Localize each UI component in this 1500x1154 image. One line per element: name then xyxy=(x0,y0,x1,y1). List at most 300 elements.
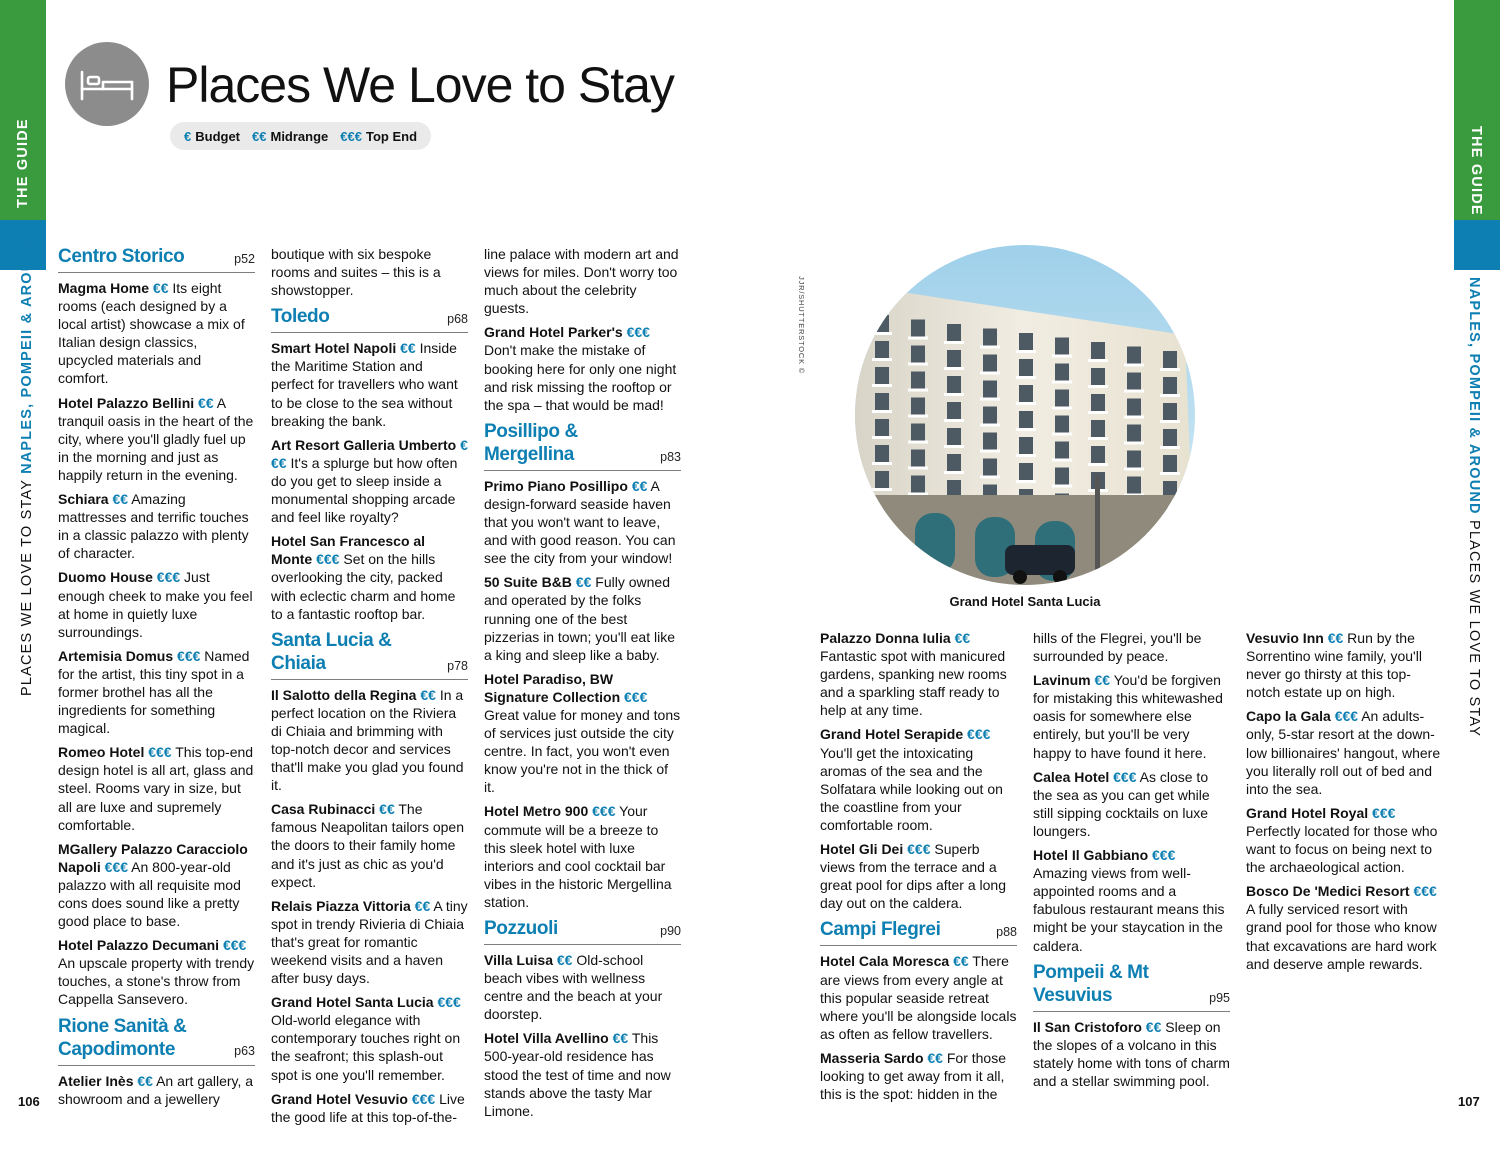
window xyxy=(1019,359,1033,376)
price-tier: €€€ xyxy=(626,324,650,341)
hotel-entry xyxy=(1033,1018,1230,1090)
price-tier: €€€ xyxy=(437,994,461,1011)
balcony xyxy=(1160,446,1180,449)
window xyxy=(1163,455,1177,472)
window xyxy=(911,424,925,441)
hotel-description: In a perfect location on the Riviera di Chiaia and brimming with top-notch decor and services that'll make you glad you found it. xyxy=(271,686,464,794)
hotel-entry xyxy=(484,802,681,911)
column xyxy=(820,629,1017,1109)
price-tier: €€€ xyxy=(1152,847,1176,864)
hotel-name: Relais Piazza Vittoria xyxy=(271,897,411,914)
window xyxy=(1163,351,1177,368)
window xyxy=(983,381,997,398)
price-tier: €€ xyxy=(414,897,431,914)
section-page-ref: p63 xyxy=(234,1044,255,1059)
column xyxy=(58,245,255,1114)
hotel-entry xyxy=(58,568,255,640)
window xyxy=(875,393,889,410)
balcony xyxy=(872,488,892,491)
hotel-description: hills of the Flegrei, you'll be surrounded by peace. xyxy=(1033,630,1202,665)
hotel-description: boutique with six bespoke rooms and suites – this is a showstopper. xyxy=(271,246,441,299)
hotel-facade-illustration xyxy=(855,245,1195,585)
hotel-entry xyxy=(484,573,681,663)
window xyxy=(911,476,925,493)
right-running-head-plain: PLACES WE LOVE TO STAY xyxy=(1466,514,1482,738)
hotel-entry xyxy=(58,840,255,930)
section-title: Santa Lucia & Chiaia xyxy=(271,629,392,674)
hotel-name: Smart Hotel Napoli xyxy=(271,340,397,357)
price-tier: €€ xyxy=(556,952,573,968)
price-tier: €€ xyxy=(631,477,648,494)
hotel-entry xyxy=(820,952,1017,1042)
balcony xyxy=(872,462,892,465)
column xyxy=(484,245,681,1126)
hotel-entry xyxy=(1033,671,1230,761)
section-page-ref: p68 xyxy=(447,312,468,327)
hotel-name: Lavinum xyxy=(1033,672,1091,689)
price-tier: €€ xyxy=(1327,630,1344,646)
window xyxy=(911,450,925,467)
hotel-entry xyxy=(820,725,1017,834)
price-tier: €€ xyxy=(112,491,129,508)
hotel-name: Grand Hotel Royal xyxy=(1246,804,1369,821)
balcony xyxy=(1016,480,1036,483)
hotel-entry xyxy=(58,936,255,1008)
hotel-name: Il Salotto della Regina xyxy=(271,686,417,703)
hotel-description: As close to the sea as you can get while still sipping cocktails on luxe loungers. xyxy=(1033,768,1210,839)
balcony xyxy=(1160,524,1180,527)
hotel-entry xyxy=(484,323,681,413)
hotel-description: Sleep on the slopes of a volcano in this stately home with tons of charm and a stellar swimming pool. xyxy=(1033,1018,1230,1089)
balcony xyxy=(1016,402,1036,405)
hotel-entry xyxy=(1033,846,1230,955)
window xyxy=(1019,411,1033,428)
page-number-left: 106 xyxy=(18,1094,40,1109)
right-running-head xyxy=(1466,277,1482,737)
balcony xyxy=(1088,359,1108,362)
price-tier: €€ xyxy=(400,340,416,357)
window xyxy=(1091,420,1105,437)
section-page-ref: p88 xyxy=(996,925,1017,940)
balcony xyxy=(908,389,928,392)
window xyxy=(1019,463,1033,480)
price-tier: €€€ xyxy=(316,551,340,568)
window xyxy=(1055,468,1069,485)
price-tier: €€€ xyxy=(177,647,201,664)
section-page-ref: p90 xyxy=(660,923,681,938)
hotel-description: Amazing views from well-appointed rooms and a fabulous restaurant means this might be your staycation in the caldera. xyxy=(1033,865,1225,954)
hotel-description: You'll get the intoxicating aromas of the sea and the Solfatara while looking out on the coastline from your comfortable room. xyxy=(820,744,1003,833)
balcony xyxy=(1088,463,1108,466)
hotel-photo xyxy=(855,245,1195,585)
window xyxy=(983,355,997,372)
hotel-description: A design-forward seaside haven that you won't want to leave, and with good reason. You can see the city from your window! xyxy=(484,477,676,567)
price-tier: €€ xyxy=(927,1049,943,1066)
hotel-description: Amazing mattresses and terrific touches in a classic palazzo with plenty of character. xyxy=(58,491,249,562)
hotel-name: Hotel Il Gabbiano xyxy=(1033,847,1149,864)
balcony xyxy=(1052,459,1072,462)
price-tier: €€€ xyxy=(1413,883,1437,900)
price-tier: €€ xyxy=(420,686,436,703)
price-tier: €€€ xyxy=(156,569,181,586)
window xyxy=(1019,385,1033,402)
balcony xyxy=(1016,376,1036,379)
balcony xyxy=(980,450,1000,453)
window xyxy=(983,459,997,476)
balcony xyxy=(980,372,1000,375)
section-title: Rione Sanità & Capodimonte xyxy=(58,1015,187,1060)
section-page-ref: p95 xyxy=(1209,990,1230,1005)
section-page-ref: p78 xyxy=(447,658,468,673)
hotel-entry xyxy=(484,1029,681,1119)
price-tier: €€€ xyxy=(967,726,991,743)
continued-text xyxy=(271,245,468,299)
hotel-description: There are views from every angle at this popular seaside retreat where you'll be alongside locals as often as fellow travellers. xyxy=(820,953,1017,1042)
hotel-entry xyxy=(820,840,1017,912)
hotel-entry xyxy=(58,1072,255,1108)
hotel-description: Perfectly located for those who want to focus on being next to the archaeological action. xyxy=(1246,822,1438,876)
hotel-name: Hotel Palazzo Bellini xyxy=(58,394,195,411)
balcony xyxy=(1052,433,1072,436)
window xyxy=(911,372,925,389)
hotel-description: Great value for money and tons of services just outside the city centre. In fact, you won't even know you're not in the thick of it. xyxy=(484,706,681,796)
price-tier: €€€ xyxy=(271,436,468,471)
window xyxy=(947,350,961,367)
hotel-name: Hotel Gli Dei xyxy=(820,841,904,858)
left-running-head-plain: PLACES WE LOVE TO STAY xyxy=(19,473,35,696)
balcony xyxy=(980,398,1000,401)
balcony xyxy=(980,424,1000,427)
hotel-entry xyxy=(820,629,1017,719)
balcony xyxy=(1016,428,1036,431)
balcony xyxy=(1160,472,1180,475)
hotel-description: Its eight rooms (each designed by a local artist) showcase a mix of Italian design classics, upcycled materials and comfort. xyxy=(58,280,245,387)
hotel-description: Run by the Sorrentino wine family, you'll never go thirsty at this top-notch estate up on high. xyxy=(1246,630,1422,701)
column xyxy=(1033,629,1230,1096)
section-heading xyxy=(1033,961,1230,1012)
hotel-description: This top-end design hotel is all art, glass and steel. Rooms vary in size, but all are luxe and supremely comfortable. xyxy=(58,744,254,833)
right-running-head-bold: NAPLES, POMPEII & AROUND xyxy=(1466,277,1482,515)
page-number-right: 107 xyxy=(1458,1094,1480,1109)
balcony xyxy=(872,384,892,387)
hotel-entry xyxy=(271,1090,468,1126)
price-tier: €€€ xyxy=(222,937,247,954)
hotel-description: line palace with modern art and views for miles. Don't worry too much about the celebrity guests. xyxy=(484,246,679,317)
legend-item: € Budget xyxy=(184,128,241,144)
hotel-description: Fully owned and operated by the folks running one of the best pizzerias in town; you'll eat like a king and sleep like a baby. xyxy=(484,574,675,663)
price-tier: €€ xyxy=(379,801,395,818)
window xyxy=(1091,342,1105,359)
page-title: Places We Love to Stay xyxy=(166,57,674,113)
section-heading xyxy=(271,629,468,680)
balcony xyxy=(1124,442,1144,445)
balcony xyxy=(944,445,964,448)
hotel-entry xyxy=(1033,768,1230,840)
balcony xyxy=(944,419,964,422)
hotel-description: An art gallery, a showroom and a jewellery xyxy=(58,1072,254,1107)
window xyxy=(1163,403,1177,420)
balcony xyxy=(1124,390,1144,393)
balcony xyxy=(944,341,964,344)
legend-item: €€€ Top End xyxy=(340,128,418,144)
window xyxy=(1055,390,1069,407)
hotel-entry xyxy=(271,800,468,890)
window xyxy=(875,445,889,462)
window xyxy=(947,480,961,497)
hotel-name: Hotel Paradiso, BW Signature Collection xyxy=(484,670,621,705)
balcony xyxy=(908,363,928,366)
hotel-description: A tiny spot in trendy Rivieria di Chiaia that's great for romantic weekend visits and a haven after busy days. xyxy=(271,897,468,987)
price-tier: €€ xyxy=(152,280,169,296)
window xyxy=(1127,373,1141,390)
hotel-description: Your commute will be a breeze to this sleek hotel with luxe interiors and cool cocktail bar vibes in the historic Mergellina station. xyxy=(484,803,672,910)
balcony xyxy=(908,441,928,444)
window xyxy=(875,419,889,436)
hotel-name: Hotel Palazzo Decumani xyxy=(58,937,220,954)
balcony xyxy=(1124,364,1144,367)
bed-icon-badge xyxy=(65,42,149,126)
hotel-description: It's a splurge but how often do you get to sleep inside a monumental shopping arcade and feel like royalty? xyxy=(271,454,458,526)
window xyxy=(875,367,889,384)
hotel-name: Grand Hotel Parker's xyxy=(484,324,623,341)
window xyxy=(911,398,925,415)
window xyxy=(1163,377,1177,394)
balcony xyxy=(908,467,928,470)
window xyxy=(1091,368,1105,385)
section-title: Posillipo & Mergellina xyxy=(484,420,578,465)
hotel-description: Old-school beach vibes with wellness centre and the beach at your doorstep. xyxy=(484,952,663,1023)
section-heading xyxy=(820,918,1017,946)
window xyxy=(1055,442,1069,459)
window xyxy=(911,320,925,337)
window xyxy=(875,315,889,332)
price-tier: €€€ xyxy=(624,688,648,705)
balcony xyxy=(944,367,964,370)
hotel-name: Primo Piano Posillipo xyxy=(484,477,628,494)
hotel-name: Grand Hotel Serapide xyxy=(820,726,964,743)
window xyxy=(875,471,889,488)
hotel-name: Hotel Cala Moresca xyxy=(820,953,950,970)
price-tier: €€ xyxy=(137,1072,153,1089)
price-tier: €€ xyxy=(575,574,592,591)
balcony xyxy=(980,476,1000,479)
hotel-entry xyxy=(58,490,255,562)
window xyxy=(947,428,961,445)
balcony xyxy=(872,358,892,361)
hotel-description: This 500-year-old residence has stood the test of time and now stands above the tasty Mar Limone. xyxy=(484,1030,671,1119)
window xyxy=(1127,477,1141,494)
balcony xyxy=(1052,355,1072,358)
balcony xyxy=(1124,468,1144,471)
window xyxy=(1127,425,1141,442)
hotel-entry xyxy=(1246,629,1443,701)
hotel-name: Romeo Hotel xyxy=(58,744,145,761)
hotel-name: 50 Suite B&B xyxy=(484,574,572,591)
hotel-description: Superb views from the terrace and a great pool for dips after a long day out on the caldera. xyxy=(820,841,1007,912)
hotel-entry xyxy=(1246,804,1443,876)
right-guide-tab-label: THE GUIDE xyxy=(1468,126,1484,216)
hotel-description: Set on the hills overlooking the city, packed with eclectic charm and home to a fantastic rooftop bar. xyxy=(271,551,456,622)
photo-caption: Grand Hotel Santa Lucia xyxy=(949,594,1101,609)
hotel-entry xyxy=(58,647,255,737)
price-tier: €€€ xyxy=(411,1090,436,1107)
hotel-entry xyxy=(271,532,468,622)
price-legend xyxy=(170,122,431,150)
balcony xyxy=(872,332,892,335)
hotel-name: Il San Cristoforo xyxy=(1033,1018,1142,1035)
section-heading xyxy=(271,305,468,333)
balcony xyxy=(1124,416,1144,419)
hotel-name: Vesuvio Inn xyxy=(1246,630,1324,646)
window xyxy=(1127,451,1141,468)
balcony xyxy=(1088,437,1108,440)
hotel-name: Palazzo Donna Iulia xyxy=(820,630,951,646)
hotel-description: For those looking to get away from it all, this is the spot: hidden in the xyxy=(820,1049,1006,1103)
hotel-description: Inside the Maritime Station and perfect for travellers who want to be close to the sea without breaking the bank. xyxy=(271,340,458,429)
price-tier: €€ xyxy=(1094,672,1111,689)
section-heading xyxy=(58,245,255,273)
continued-text xyxy=(484,245,681,317)
column xyxy=(1246,629,1443,979)
hotel-description: An adults-only, 5-star resort at the down-low billionaires' hangout, where you literally roll out of bed and into the sea. xyxy=(1246,708,1441,797)
window xyxy=(947,402,961,419)
hotel-entry xyxy=(58,394,255,484)
hotel-name: Artemisia Domus xyxy=(58,647,174,664)
hotel-name: Magma Home xyxy=(58,280,150,296)
legend-item: €€ Midrange xyxy=(252,128,329,144)
window xyxy=(1091,394,1105,411)
balcony xyxy=(1052,485,1072,488)
section-heading xyxy=(484,917,681,945)
balcony xyxy=(908,337,928,340)
hotel-entry xyxy=(1246,882,1443,972)
window xyxy=(1019,437,1033,454)
price-tier: €€ xyxy=(1145,1018,1162,1035)
hotel-description: Old-world elegance with contemporary touches right on the seafront; this splash-out spot is one you'll remember. xyxy=(271,1012,461,1083)
hotel-description: A tranquil oasis in the heart of the city, where you'll gladly fuel up in the morning and just as happily return in the evening. xyxy=(58,394,254,483)
window xyxy=(875,341,889,358)
balcony xyxy=(944,471,964,474)
price-tier: €€€ xyxy=(1372,804,1396,821)
price-tier: €€€ xyxy=(104,858,129,875)
hotel-name: Schiara xyxy=(58,491,109,508)
hotel-name: Atelier Inès xyxy=(58,1072,134,1089)
price-tier: €€ xyxy=(954,630,971,646)
hotel-name: MGallery Palazzo Caracciolo Napoli xyxy=(58,840,248,875)
price-tier: €€€ xyxy=(907,841,931,858)
hotel-entry xyxy=(484,670,681,797)
price-tier: €€ xyxy=(198,394,214,411)
section-heading xyxy=(484,420,681,471)
hotel-name: Art Resort Galleria Umberto xyxy=(271,436,457,453)
hotel-name: Masseria Sardo xyxy=(820,1049,924,1066)
hotel-entry xyxy=(271,436,468,526)
balcony xyxy=(872,436,892,439)
window xyxy=(911,346,925,363)
hotel-entry xyxy=(58,743,255,833)
price-tier: €€€ xyxy=(592,803,616,820)
hotel-name: Hotel Metro 900 xyxy=(484,803,589,820)
window xyxy=(1091,446,1105,463)
bed-icon xyxy=(65,42,149,126)
balcony xyxy=(1016,454,1036,457)
balcony xyxy=(944,393,964,396)
balcony xyxy=(908,415,928,418)
window xyxy=(1055,416,1069,433)
balcony xyxy=(1088,411,1108,414)
window xyxy=(1019,333,1033,350)
balcony xyxy=(872,410,892,413)
section-title: Centro Storico xyxy=(58,246,185,267)
window xyxy=(947,376,961,393)
hotel-entry xyxy=(271,339,468,429)
hotel-name: Duomo House xyxy=(58,569,153,586)
hotel-description: The famous Neapolitan tailors open the doors to their family home and it's just as chic as you'd expect. xyxy=(271,801,465,890)
section-title: Pozzuoli xyxy=(484,918,558,939)
section-title: Campi Flegrei xyxy=(820,919,941,941)
hotel-description: Live the good life at this top-of-the- xyxy=(271,1090,465,1125)
balcony xyxy=(1088,385,1108,388)
hotel-entry xyxy=(271,897,468,987)
right-section-tab xyxy=(1454,220,1500,270)
window xyxy=(947,324,961,341)
price-tier: €€ xyxy=(953,953,969,970)
hotel-name: Villa Luisa xyxy=(484,952,553,968)
hotel-name: Grand Hotel Vesuvio xyxy=(271,1090,408,1107)
window xyxy=(1127,399,1141,416)
continued-text xyxy=(1033,629,1230,665)
balcony xyxy=(1160,394,1180,397)
hotel-name: Hotel San Francesco al Monte xyxy=(271,533,426,568)
hotel-description: You'd be forgiven for mistaking this whitewashed oasis for somewhere else entirely, but you'll be very happy to have found it here. xyxy=(1033,672,1223,761)
hotel-description: Named for the artist, this tiny spot in a former brothel has all the ingredients for something magical. xyxy=(58,647,250,737)
hotel-entry xyxy=(271,686,468,795)
window xyxy=(1127,347,1141,364)
balcony xyxy=(980,346,1000,349)
hotel-name: Capo la Gala xyxy=(1246,708,1331,725)
hotel-description: An upscale property with trendy touches, a stone's throw from Cappella Sansevero. xyxy=(58,955,255,1008)
section-page-ref: p52 xyxy=(234,251,255,266)
hotel-name: Bosco De 'Medici Resort xyxy=(1246,883,1410,900)
section-page-ref: p83 xyxy=(660,449,681,464)
balcony xyxy=(1052,381,1072,384)
hotel-name: Calea Hotel xyxy=(1033,768,1110,785)
section-title: Toledo xyxy=(271,306,330,328)
hotel-entry xyxy=(58,279,255,388)
column xyxy=(271,245,468,1132)
hotel-name: Casa Rubinacci xyxy=(271,801,376,818)
price-tier: €€€ xyxy=(148,744,172,761)
photo-credit: JJR/SHUTTERSTOCK © xyxy=(797,276,806,375)
window xyxy=(1055,364,1069,381)
hotel-description: A fully serviced resort with grand pool for those who know that excavations are hard work and deserve ample rewards. xyxy=(1246,901,1437,972)
price-tier: €€ xyxy=(612,1030,629,1047)
hotel-entry xyxy=(820,1049,1017,1103)
price-tier: €€€ xyxy=(1334,708,1359,725)
hotel-entry xyxy=(484,477,681,567)
hotel-description: Fantastic spot with manicured gardens, spanking new rooms and a sparkling staff ready to help at any time. xyxy=(820,648,1007,719)
hotel-name: Grand Hotel Santa Lucia xyxy=(271,994,434,1011)
hotel-entry xyxy=(271,993,468,1083)
price-tier: €€€ xyxy=(1113,768,1137,785)
window xyxy=(1055,338,1069,355)
balcony xyxy=(1160,420,1180,423)
hotel-description: Just enough cheek to make you feel at home in quietly luxe surroundings. xyxy=(58,569,253,640)
hotel-entry xyxy=(1246,707,1443,797)
window xyxy=(1163,429,1177,446)
left-guide-tab-label: THE GUIDE xyxy=(15,118,31,208)
section-title: Pompeii & Mt Vesuvius xyxy=(1033,961,1149,1006)
